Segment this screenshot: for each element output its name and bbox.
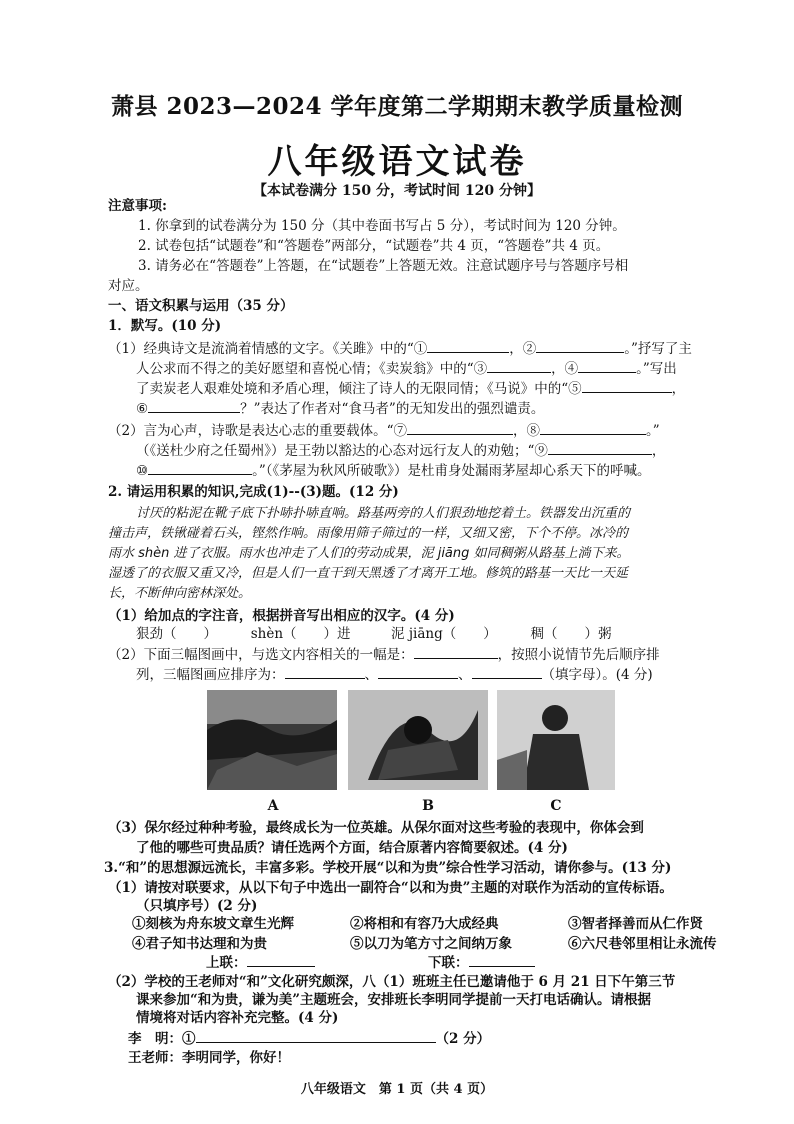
q1-1-line-c: 了卖炭老人艰难处境和矛盾心理，倾注了诗人的无限同情；《马说》中的“⑤ ，: [136, 378, 776, 399]
q3-2-line-b: 课来参加“和为贵，谦为美”主题班会，安排班长李明同学提前一天打电话确认。请根据: [136, 992, 652, 1008]
q3-1-line-a: （1）请按对联要求，从以下句子中选出一副符合“以和为贵”主题的对联作为活动的宣传标语。: [108, 880, 673, 896]
blank-8[interactable]: [540, 420, 646, 435]
blank-7[interactable]: [407, 420, 513, 435]
option-6: ⑥六尺巷邻里相让永流传: [568, 936, 717, 952]
passage-line-3: 雨水 shèn 进了衣服。雨水也冲走了人们的劳动成果，泥 jiāng 如同稠粥从路基上淌下来。: [108, 546, 630, 561]
q2-3-line-b: 了他的哪些可贵品质？请任选两个方面，结合原著内容简要叙述。(4 分): [136, 840, 568, 856]
blank-5[interactable]: [582, 378, 672, 393]
option-5: ⑤以刀为笔方寸之间纳万象: [350, 936, 512, 952]
option-3: ③智者择善而从仁作贤: [568, 916, 703, 932]
blank-4[interactable]: [578, 358, 636, 373]
passage-line-5: 长，不断伸向密林深处。: [108, 586, 252, 601]
q2-1-words: 狠劲（ ） shèn（ ）进 泥 jiāng（ ） 稠（ ）粥: [136, 626, 612, 642]
blank-q2-2-1[interactable]: [414, 644, 498, 659]
page-footer: 八年级语文 第 1 页（共 4 页）: [300, 1082, 494, 1097]
blank-3[interactable]: [487, 358, 551, 373]
section-1-heading: 一、语文积累与运用（35 分）: [108, 298, 294, 314]
dialog-wang-teacher: 王老师：李明同学，你好！: [128, 1050, 290, 1066]
shanglian-row: 上联：: [206, 952, 315, 973]
dialog-answer-blank[interactable]: [196, 1028, 436, 1043]
blank-q2-2-3[interactable]: [378, 664, 458, 679]
exam-subtitle: 八年级语文试卷: [267, 142, 527, 182]
pinyin-jiang: jiāng: [437, 546, 470, 561]
q1-2-line-c: ⑩ 。”（《茅屋为秋风所破歌》）是杜甫身处漏雨茅屋却心系天下的呼喊。: [136, 460, 776, 481]
note-2: 2. 试卷包括“试题卷”和“答题卷”两部分，“试题卷”共 4 页，“答题卷”共 4 页。: [138, 238, 610, 254]
note-1: 1. 你拿到的试卷满分为 150 分（其中卷面书写占 5 分），考试时间为 120 分钟。: [138, 218, 626, 234]
shanglian-blank[interactable]: [247, 952, 315, 967]
passage-line-1: 讨厌的粘泥在靴子底下扑哧扑哧直响。路基两旁的人们狠劲地挖着土。铁器发出沉重的: [136, 506, 631, 521]
option-2: ②将相和有容乃大成经典: [350, 916, 499, 932]
q3-2-line-c: 情境将对话内容补充完整。(4 分): [136, 1010, 339, 1026]
option-1: ①刻核为舟东坡文章生光辉: [132, 916, 294, 932]
option-4: ④君子知书达理和为贵: [132, 936, 267, 952]
illustration-label-b: B: [422, 798, 434, 814]
illustration-a: [207, 690, 337, 790]
pinyin-shen: shèn: [138, 546, 170, 561]
blank-10[interactable]: [148, 460, 252, 475]
xialian-row: 下联：: [428, 952, 535, 973]
blank-6[interactable]: [148, 398, 240, 413]
blank-2[interactable]: [536, 338, 624, 353]
q1-2-line-a: （2）言为心声，诗歌是表达心志的重要载体。“⑦ ，⑧ 。”: [108, 420, 748, 441]
notes-heading: 注意事项:: [108, 198, 167, 214]
illustration-c: [497, 690, 615, 790]
xialian-blank[interactable]: [469, 952, 535, 967]
q3-1-line-b: （只填序号）(2 分): [136, 898, 258, 914]
blank-1[interactable]: [427, 338, 509, 353]
q3-2-line-a: （2）学校的王老师对“和”文化研究颇深，八（1）班班主任已邀请他于 6 月 21 日下午第三节: [108, 974, 676, 990]
passage-line-2: 撞击声，铁锹碰着石头，铿然作响。雨像用筛子筛过的一样，又细又密，下个不停。冰冷的: [108, 526, 629, 541]
q2-2-line-b: 列，三幅图画应排序为： 、 、 （填字母）。(4 分): [136, 664, 776, 685]
exam-info: 【本试卷满分 150 分，考试时间 120 分钟】: [253, 183, 541, 199]
passage-line-4: 湿透了的衣服又重又冷，但是人们一直干到天黑透了才离开工地。修筑的路基一天比一天延: [108, 566, 629, 581]
q2-2-line-a: （2）下面三幅图画中，与选文内容相关的一幅是： ，按照小说情节先后顺序排: [108, 644, 748, 665]
dialog-li-ming: 李 明：① （2 分）: [128, 1028, 768, 1049]
q1-1-line-d: ⑥ ？”表达了作者对“食马者”的无知发出的强烈谴责。: [136, 398, 776, 419]
q1-title: 1．默写。(10 分): [108, 318, 222, 334]
illustration-label-c: C: [550, 798, 562, 814]
exam-title: 萧县 2023—2024 学年度第二学期期末教学质量检测: [110, 93, 684, 120]
q2-title: 2. 请运用积累的知识,完成(1)--(3)题。(12 分): [108, 484, 399, 500]
q2-3-line-a: （3）保尔经过种种考验，最终成长为一位英雄。从保尔面对这些考验的表现中，你体会到: [108, 820, 644, 836]
blank-q2-2-2[interactable]: [285, 664, 365, 679]
blank-q2-2-4[interactable]: [472, 664, 542, 679]
note-3b: 对应。: [108, 278, 149, 294]
q1-2-line-b: （《送杜少府之任蜀州》）是王勃以豁达的心态对远行友人的劝勉；“⑨ ，: [136, 440, 776, 461]
note-3a: 3. 请务必在“答题卷”上答题，在“试题卷”上答题无效。注意试题序号与答题序号相: [138, 258, 629, 274]
blank-9[interactable]: [548, 440, 652, 455]
illustration-label-a: A: [267, 798, 279, 814]
q1-1-line-b: 人公求而不得之的美好愿望和喜悦心情；《卖炭翁》中的“③ ，④ 。”写出: [136, 358, 776, 379]
q1-1-line-a: （1）经典诗文是流淌着情感的文字。《关雎》中的“① ，② 。”抒写了主: [108, 338, 748, 359]
q2-1-prompt: （1）给加点的字注音，根据拼音写出相应的汉字。(4 分): [108, 608, 455, 624]
q3-title: 3.“和”的思想源远流长，丰富多彩。学校开展“以和为贵”综合性学习活动，请你参与。(13 分): [104, 860, 672, 876]
illustration-b: [348, 690, 488, 790]
